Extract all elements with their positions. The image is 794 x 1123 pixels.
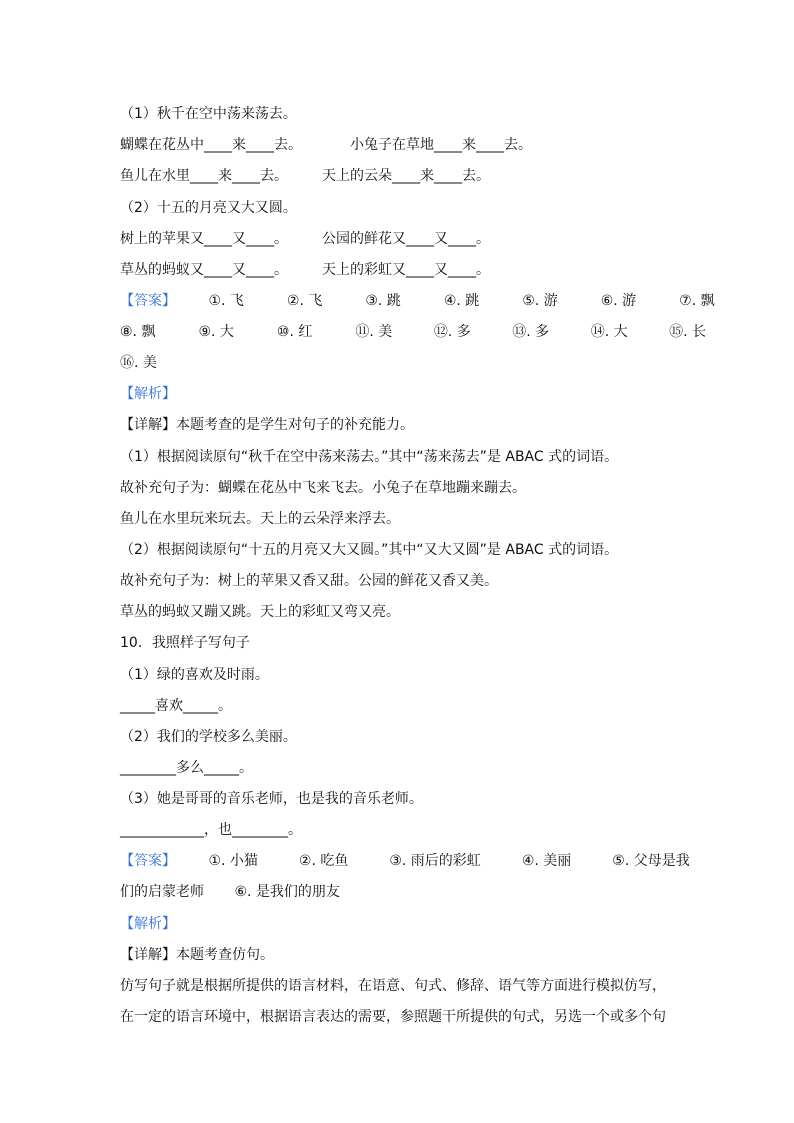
- q9-line-4b: 天上的彩虹又____又____。: [322, 262, 490, 278]
- answer-item: ①. 小猫: [208, 853, 258, 869]
- q9-line-4a: 草丛的蚂蚁又____又____。: [120, 262, 288, 278]
- q10-analysis-label: 【解析】: [120, 916, 176, 932]
- q10-sentence-3: （3）她是哥哥的音乐老师，也是我的音乐老师。: [120, 791, 423, 807]
- q9-line-2: [120, 166, 490, 186]
- q9-line-3a: 树上的苹果又____又____。: [120, 231, 288, 247]
- answer-item: ⑩. 红: [276, 324, 313, 340]
- q10-detail: 【详解】本题考查仿句。: [120, 947, 274, 963]
- q9-explanation-4: （2）根据阅读原句“十五的月亮又大又圆。”其中“又大又圆”是 ABAC 式的词语。: [120, 542, 619, 558]
- q9-analysis-label: 【解析】: [120, 386, 176, 402]
- q9-example-2: （2）十五的月亮又大又圆。: [120, 200, 297, 216]
- answer-item: ⑭. 大: [590, 324, 628, 340]
- q9-line-2a: 鱼儿在水里____来____去。: [120, 168, 288, 184]
- answer-item: ③. 跳: [365, 293, 401, 309]
- answer-item: ⑧. 飘: [120, 324, 156, 340]
- q9-line-4: [120, 260, 490, 280]
- answer-item: ④. 跳: [443, 293, 480, 309]
- q9-detail: 【详解】本题考查的是学生对句子的补充能力。: [120, 417, 414, 433]
- q10-title: 10．我照样子写句子: [120, 635, 250, 651]
- q10-answer-label: 【答案】: [120, 853, 176, 869]
- q10-paragraph-2: 在一定的语言环境中，根据语言表达的需要，参照题干所提供的句式，另选一个或多个句: [120, 1009, 666, 1025]
- q9-line-3b: 公园的鲜花又____又____。: [322, 231, 490, 247]
- answer-item: ⑥. 是我们的朋友: [234, 884, 340, 900]
- q9-answer-row-2: [120, 322, 706, 342]
- q10-sentence-2: （2）我们的学校多么美丽。: [120, 729, 297, 745]
- answer-item: ⑤. 父母是我: [612, 853, 690, 869]
- answer-item: ⑬. 多: [512, 324, 550, 340]
- answer-item: ⑮. 长: [669, 324, 707, 340]
- answer-item: ③. 雨后的彩虹: [389, 853, 481, 869]
- answer-item: 们的启蒙老师: [120, 884, 204, 900]
- q10-sentence-1: （1）绿的喜欢及时雨。: [120, 667, 269, 683]
- q10-answer-row-2: [120, 882, 340, 902]
- q9-answer-row-1: [120, 291, 715, 311]
- q9-explanation-1: （1）根据阅读原句“秋千在空中荡来荡去。”其中“荡来荡去”是 ABAC 式的词语。: [120, 449, 619, 465]
- answer-item: ⑫. 多: [433, 324, 471, 340]
- answer-item: ⑥. 游: [600, 293, 637, 309]
- answer-item: ⑪. 美: [355, 324, 393, 340]
- answer-item: ⑤. 游: [522, 293, 558, 309]
- q9-line-3: [120, 229, 490, 249]
- q9-line-1: [120, 135, 532, 155]
- answer-item: ②. 吃鱼: [298, 853, 349, 869]
- q9-line-1a: 蝴蝶在花丛中____来____去。: [120, 137, 302, 153]
- q9-explanation-2: 故补充句子为：蝴蝶在花丛中飞来飞去。小兔子在草地蹦来蹦去。: [120, 480, 526, 496]
- q9-explanation-3: 鱼儿在水里玩来玩去。天上的云朵浮来浮去。: [120, 511, 400, 527]
- q10-blank-2: ________多么_____。: [120, 760, 253, 776]
- answer-item: ①. 飞: [208, 293, 244, 309]
- q9-explanation-5: 故补充句子为：树上的苹果又香又甜。公园的鲜花又香又美。: [120, 573, 498, 589]
- answer-item: ⑨. 大: [198, 324, 234, 340]
- q10-paragraph-1: 仿写句子就是根据所提供的语言材料，在语意、句式、修辞、语气等方面进行模拟仿写，: [120, 978, 666, 994]
- q10-blank-3: ____________，也________。: [120, 822, 302, 838]
- q9-example-1: （1）秋千在空中荡来荡去。: [120, 106, 297, 122]
- answer-item: ④. 美丽: [521, 853, 572, 869]
- q9-line-1b: 小兔子在草地____来____去。: [350, 137, 532, 153]
- q9-explanation-6: 草丛的蚂蚁又蹦又跳。天上的彩虹又弯又亮。: [120, 604, 400, 620]
- answer-item: ⑦. 飘: [679, 293, 715, 309]
- q10-answer-row-1: [120, 851, 690, 871]
- q9-answer-label: 【答案】: [120, 293, 176, 309]
- answer-item: ②. 飞: [286, 293, 323, 309]
- q9-answer-row-3: ⑯. 美: [120, 355, 157, 371]
- q9-line-2b: 天上的云朵____来____去。: [322, 168, 490, 184]
- q10-blank-1: _____喜欢_____。: [120, 698, 232, 714]
